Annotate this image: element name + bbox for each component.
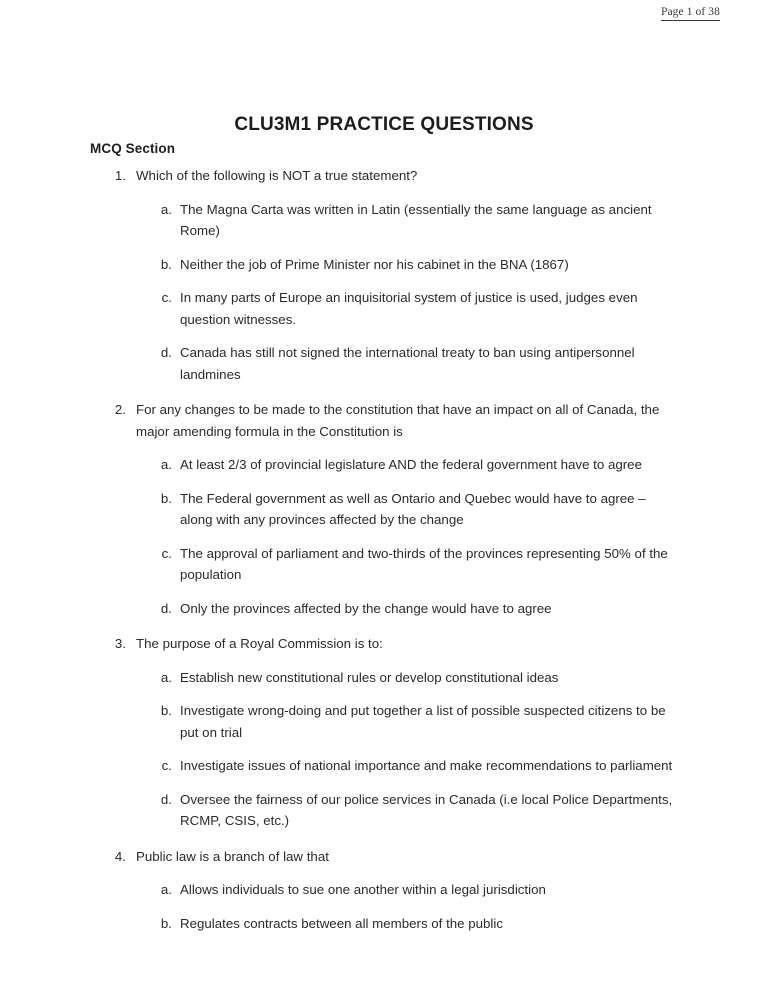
option-letter: b. [160,915,172,931]
option-item[interactable]: d. Oversee the fairness of our police services in Canada (i.e local Police Departments, RCMP, CSIS, etc.) [0,789,768,832]
question-text: Public law is a branch of law that [136,848,329,864]
question-list [0,165,768,934]
page-number-indicator: Page 1 of 38 [661,6,720,21]
question-number: 3. [114,636,126,651]
option-item[interactable]: a. The Magna Carta was written in Latin (essentially the same language as ancient Rome) [0,199,768,242]
question-number: 2. [114,402,126,417]
question-text: For any changes to be made to the constitution that have an impact on all of Canada, the major amending formula in the Constitution is [136,402,660,439]
option-item[interactable]: b. Neither the job of Prime Minister nor his cabinet in the BNA (1867) [0,254,768,276]
option-item[interactable]: a. At least 2/3 of provincial legislature AND the federal government have to agree [0,454,768,476]
document-body [0,141,768,934]
question-item [0,633,768,832]
option-list [0,879,768,934]
option-letter: b. [160,256,172,272]
option-list [0,199,768,386]
question-item [0,165,768,385]
option-item[interactable]: a. Allows individuals to sue one another within a legal jurisdiction [0,879,768,901]
question-item [0,846,768,935]
page-title: CLU3M1 PRACTICE QUESTIONS [234,113,534,135]
page-header [661,6,720,21]
question-item [0,399,768,619]
option-item[interactable]: b. The Federal government as well as Ontario and Quebec would have to agree – along with any provinces affected by the change [0,488,768,531]
option-letter: c. [161,290,172,305]
option-item[interactable]: b. Investigate wrong-doing and put together a list of possible suspected citizens to be put on trial [0,700,768,743]
option-item[interactable]: c. In many parts of Europe an inquisitorial system of justice is used, judges even question witnesses. [0,287,768,330]
option-letter: c. [161,545,172,561]
option-list [0,667,768,832]
option-item[interactable]: d. Canada has still not signed the international treaty to ban using antipersonnel landmines [0,342,768,385]
option-item[interactable]: d. Only the provinces affected by the change would have to agree [0,598,768,620]
option-letter: d. [160,345,172,360]
option-letter: c. [161,758,172,773]
option-item[interactable]: c. The approval of parliament and two-thirds of the provinces representing 50% of the population [0,543,768,586]
option-letter: d. [160,791,172,807]
section-heading-mcq: MCQ Section [90,141,176,156]
option-letter: a. [160,882,172,897]
option-letter: a. [160,457,172,472]
option-item[interactable]: b. Regulates contracts between all members of the public [0,913,768,935]
option-letter: a. [160,669,172,685]
option-letter: b. [160,490,172,506]
question-number: 4. [114,848,126,864]
option-item[interactable]: c. Investigate issues of national importance and make recommendations to parliament [0,755,768,777]
option-letter: a. [160,201,172,217]
option-letter: b. [160,703,172,718]
option-letter: d. [160,600,172,616]
question-text: Which of the following is NOT a true statement? [136,168,418,183]
option-list [0,454,768,619]
question-text: The purpose of a Royal Commission is to: [136,636,383,651]
question-number: 1. [114,168,126,183]
option-item[interactable]: a. Establish new constitutional rules or develop constitutional ideas [0,667,768,689]
